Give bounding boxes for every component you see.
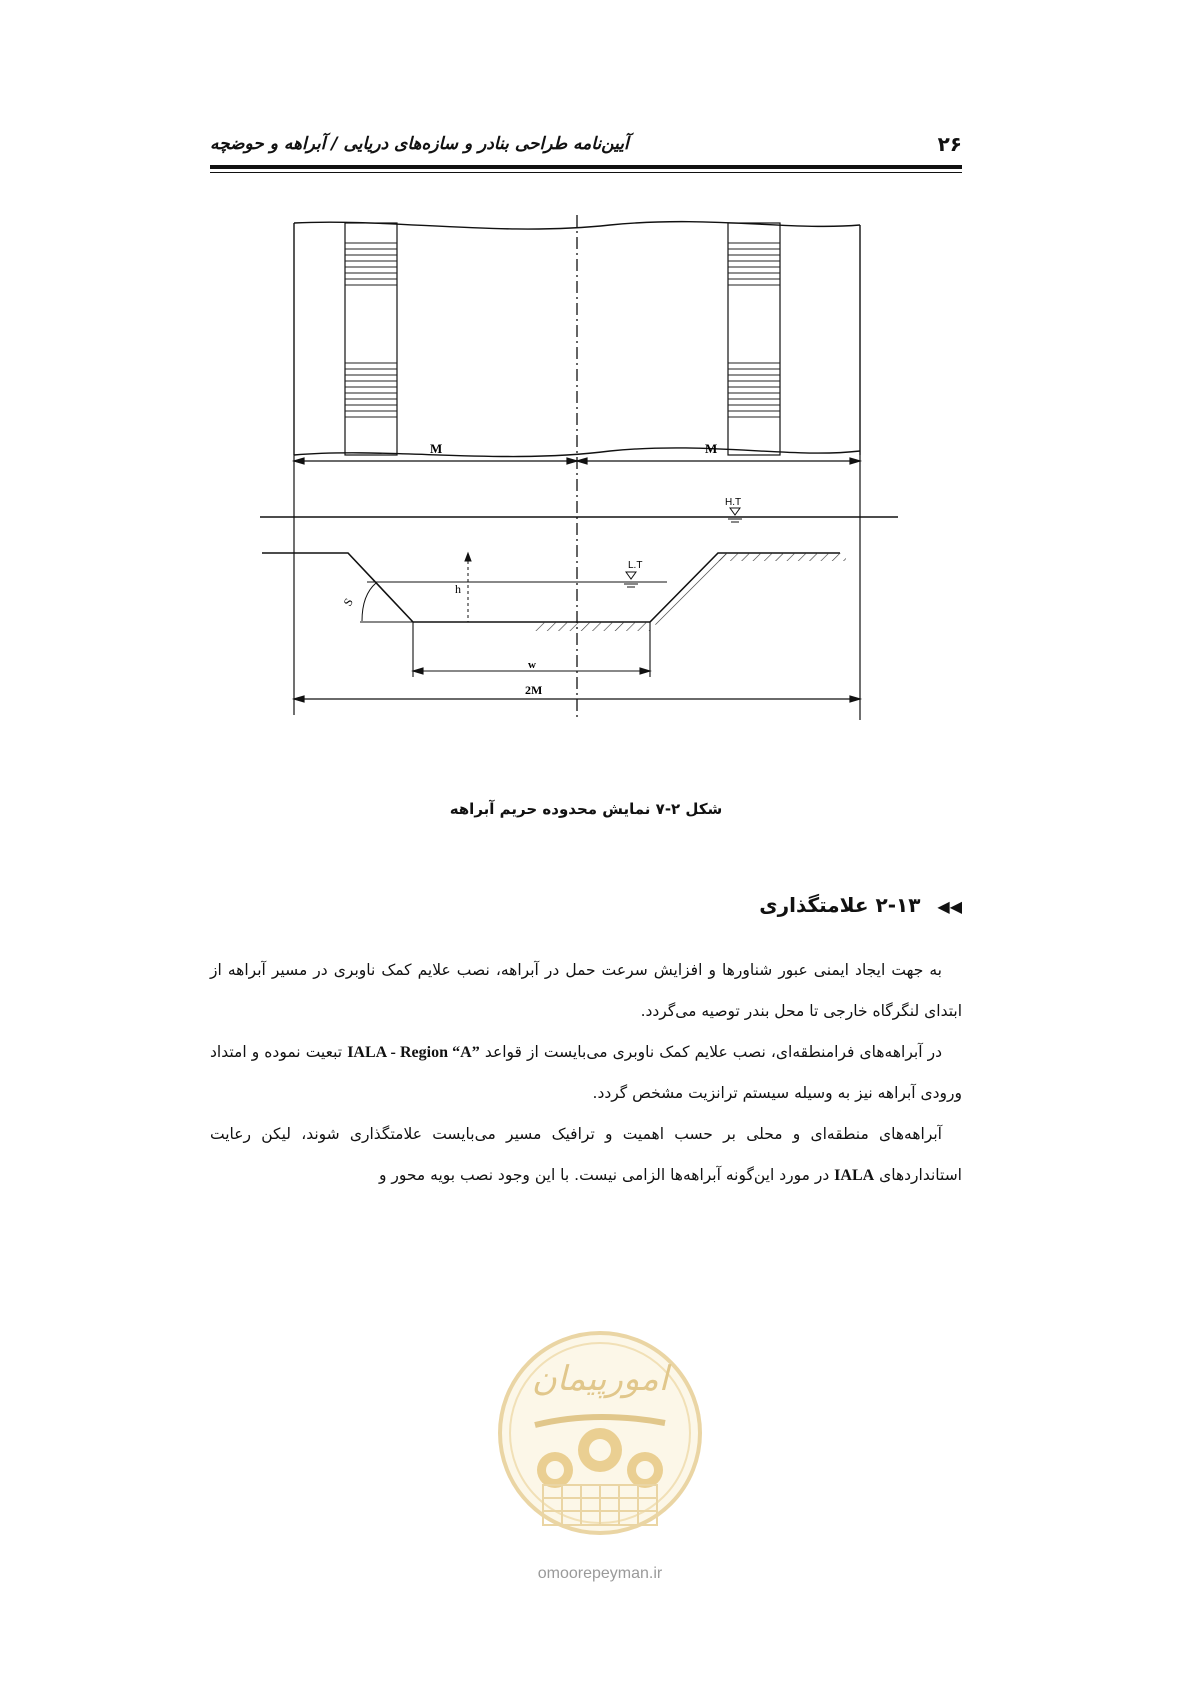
- body-text: [210, 950, 962, 1196]
- h-dimension: [465, 553, 471, 622]
- running-title: آیین‌نامه طراحی بنادر و سازه‌های دریایی / آبراهه و حوضچه: [210, 134, 629, 154]
- figure-caption: شکل ۲-۷ نمایش محدوده حریم آبراهه: [449, 800, 723, 818]
- right-bank-strip: [728, 223, 780, 455]
- watermark-logo-text: امورپیمان: [531, 1359, 669, 1399]
- label-2m: 2M: [525, 683, 543, 697]
- label-m-right: M: [705, 441, 718, 456]
- header-rule-thin: [210, 172, 962, 173]
- paragraph-2-after: تبعیت نموده و امتداد ورودی آبراهه نیز به وسیله سیستم ترانزیت مشخص گردد.: [210, 1043, 962, 1102]
- label-s: S: [340, 595, 356, 609]
- paragraph-1: به جهت ایجاد ایمنی عبور شناورها و افزایش سرعت حمل در آبراهه، نصب علایم کمک ناوبری در مسیر آبراهه از ابتدای لنگرگاه خارجی تا محل بندر توصیه می‌گردد.: [210, 961, 962, 1020]
- paragraph-3-after: در مورد این‌گونه آبراهه‌ها الزامی نیست. با این وجود نصب بویه محور و: [379, 1166, 830, 1184]
- iala-region-a: IALA - Region “A”: [347, 1044, 480, 1061]
- label-ht: H.T: [725, 497, 742, 508]
- iala-term: IALA: [834, 1167, 875, 1184]
- label-m-left: M: [430, 441, 443, 456]
- page-header: [210, 128, 962, 168]
- right-slope-revetment: [650, 553, 728, 627]
- label-h: h: [455, 582, 461, 596]
- left-bank-strip: [345, 223, 397, 455]
- watermark-url: omoorepeyman.ir: [537, 1565, 663, 1582]
- section-marker: ◀◀: [937, 897, 962, 916]
- paragraph-3-before: آبراهه‌های منطقه‌ای و محلی بر حسب اهمیت و ترافیک مسیر می‌بایست علامتگذاری شوند، لیکن رعایت استانداردهای: [210, 1125, 962, 1184]
- section-title: ۲-۱۳ علامتگذاری: [759, 893, 921, 917]
- page-number: ۲۶: [937, 132, 962, 156]
- label-w: w: [528, 659, 536, 671]
- paragraph-2-before: در آبراهه‌های فرامنطقه‌ای، نصب علایم کمک ناوبری می‌بایست از قواعد: [484, 1043, 943, 1061]
- lt-symbol: [624, 572, 638, 587]
- paragraph-3: [210, 1114, 962, 1196]
- bed-hatching: [535, 622, 650, 631]
- bank-hatching: [718, 553, 846, 561]
- slope-marker: [360, 583, 413, 622]
- watermark-logo: [495, 1315, 705, 1565]
- label-lt: L.T: [628, 560, 643, 571]
- channel-cross-section: [262, 553, 840, 622]
- paragraph-2: [210, 1032, 962, 1114]
- ht-symbol: [728, 508, 742, 522]
- channel-boundary-figure: [250, 215, 910, 780]
- header-rule-thick: [210, 165, 962, 169]
- section-heading: [210, 893, 962, 917]
